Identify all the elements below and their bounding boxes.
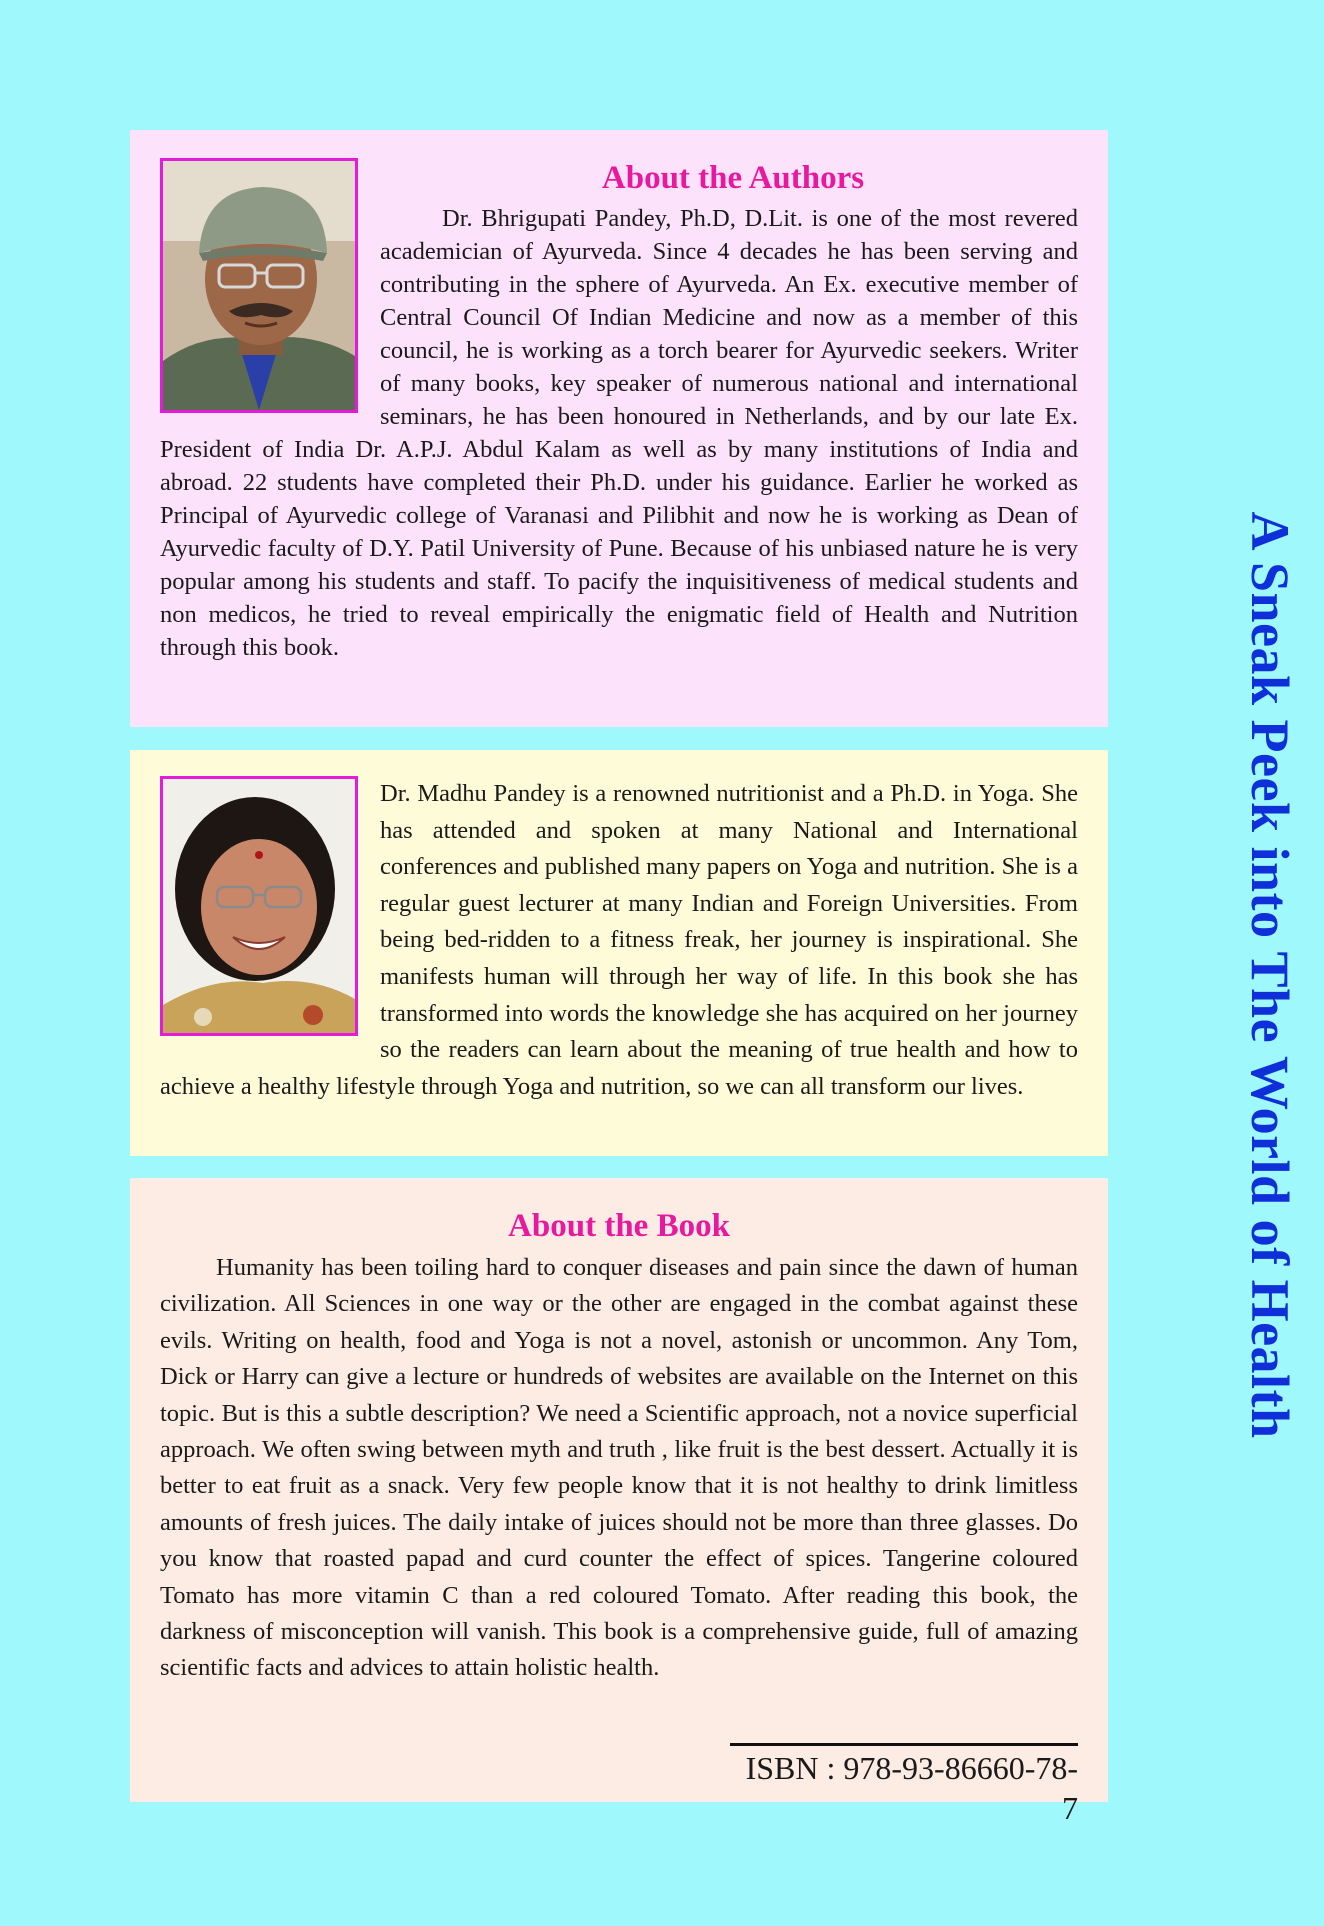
isbn-number: ISBN : 978-93-86660-78-7 bbox=[730, 1743, 1078, 1828]
about-book-panel bbox=[130, 1178, 1108, 1826]
about-book-heading: About the Book bbox=[508, 1208, 730, 1244]
madhu-bio-text: Dr. Madhu Pandey is a renowned nutritionist and a Ph.D. in Yoga. She has attended and spoken at many National and International conferences and published many papers on Yoga and nutrition. She is a regular guest lecturer at many Indian and Foreign Universities. From being bed-ridden to a fitness freak, her journey is inspirational. She manifests human will through her way of life. In this book she has transformed into words the knowledge she has acquired on her journey so the readers can learn about the meaning of true health and how to achieve a healthy lifestyle through Yoga and nutrition, so we can all transform our lives. bbox=[160, 780, 1078, 1100]
bhrigupati-pandey-photo bbox=[160, 158, 358, 413]
about-authors-panel bbox=[130, 130, 1108, 727]
madhu-pandey-photo bbox=[160, 776, 358, 1036]
about-authors-heading: About the Authors bbox=[601, 160, 865, 196]
bhrigupati-bio-text: Dr. Bhrigupati Pandey, Ph.D, D.Lit. is one of the most revered academician of Ayurveda. Since 4 decades he has been serving and contributing in the sphere of Ayurveda. An Ex. executive member of Central Council Of Indian Medicine and now as a member of this council, he is working as a torch bearer for Ayurvedic seekers. Writer of many books, key speaker of numerous national and international seminars, he has been honoured in Netherlands, and by our late Ex. President of India Dr. A.P.J. Abdul Kalam as well as by many institutions of India and abroad. 22 students have completed their Ph.D. under his guidance. Earlier he worked as Principal of Ayurvedic college of Varanasi and Pilibhit and now he is working as Dean of Ayurvedic faculty of D.Y. Patil University of Pune. Because of his unbiased nature he is very popular among his students and staff. To pacify the inquisitiveness of medical students and non medicos, he tried to reveal empirically the enigmatic field of Health and Nutrition through this book. bbox=[160, 205, 1078, 661]
spine-title-area bbox=[1240, 385, 1300, 1565]
spine-title: A Sneak Peek into The World of Health bbox=[1240, 511, 1300, 1439]
madhu-pandey-panel bbox=[130, 750, 1108, 1156]
about-book-text: Humanity has been toiling hard to conquer diseases and pain since the dawn of human civilization. All Sciences in one way or the other are engaged in the combat against these evils. Writing on health, food and Yoga is not a novel, astonish or uncommon. Any Tom, Dick or Harry can give a lecture or hundreds of websites are available on the Internet on this topic. But is this a subtle description? We need a Scientific approach, not a novice superficial approach. We often swing between myth and truth , like fruit is the best dessert. Actually it is better to eat fruit as a snack. Very few people know that it is not healthy to drink limitless amounts of fresh juices. The daily intake of juices should not be more than three glasses. Do you know that roasted papad and curd counter the effect of spices. Tangerine coloured Tomato has more vitamin C than a red coloured Tomato. After reading this book, the darkness of misconception will vanish. This book is a comprehensive guide, full of amazing scientific facts and advices to attain holistic health. bbox=[160, 1254, 1078, 1682]
